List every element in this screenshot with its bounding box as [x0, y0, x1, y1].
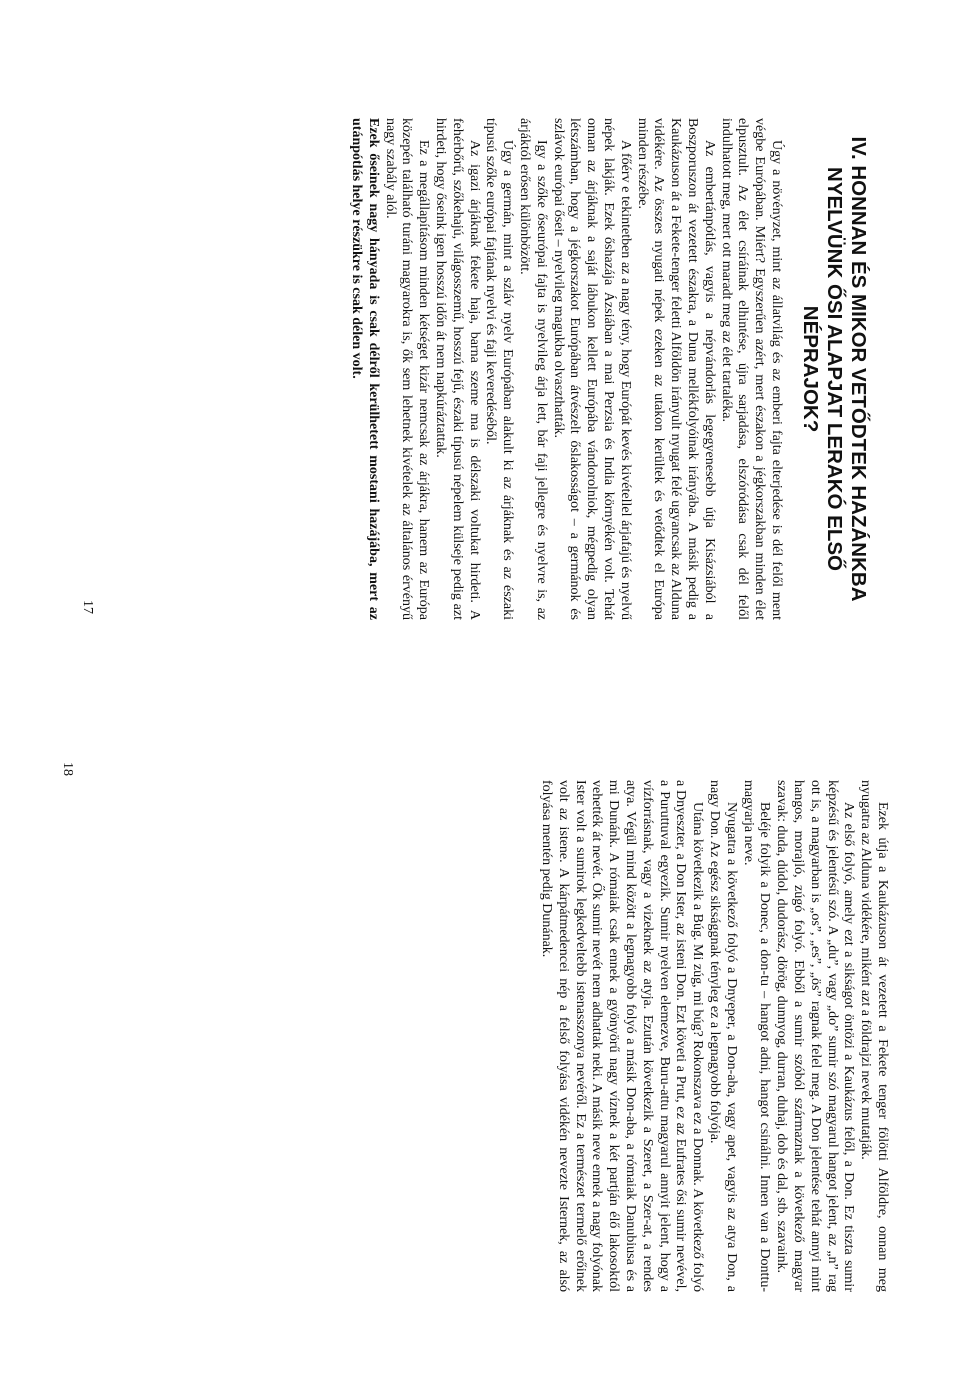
page-number: 18: [60, 762, 75, 776]
paragraph: Beléje folyik a Donec, a don-tu – hangot adni, hangot csinálni. Innen van a Donttu-magyarja neve.: [740, 780, 773, 1292]
bold-conclusion-paragraph: Ezek őseinek nagy hányada is csak délről kerülhetett mostani hazájába, mert az utánpótlás helye részükre is csak délen volt.: [349, 118, 381, 620]
paragraph: Utána következik a Búg. Mi zúg, mi búg? Rokonszava ez a Donnak. A következő folyó a Dnyeszter, a Don Ister, az isteni Don. Ezt követi a Prut, ez az Eufrates ősi sumir nevével, a Puruttuval egyezik. Sumir nyelven elemezve, Buru-attu magyarul annyit jelent, hogy a vízforrásnak, vagy a vizeknek az atyja. Ezután következik a Szeret, a Szer-at, a rendes atya. Végül mind között a legnagyobb folyó a másik Don-aba, a rómaiak Danubiusa és a mi Dunánk. A rómaiak csak ennek a gyönyörű nagy víznek a két partján élő lakosoktól vehették át nevét. Ők sumir nevét nem adhattak neki. A másik neve ennek a nagy folyónak Ister volt a sumirok legkedveltebb istenasszonya nevéről. Ez a természet termelő erőinek volt az istene. A kárpátmedencei nép a felső folyása vidékén nevezte Isternek, az alsó folyása mentén pedig Dunának.: [539, 780, 706, 1292]
right-page: [0, 692, 960, 1384]
paragraph: Úgy a növényzet, mint az állatvilág és az emberi fajta elterjedése is dél felől ment végbe Európában. Miért? Egyszerűen azért, mert északon a jégkorszakban minden élet elpusztult. Az élet csíráinak elhintése, újra sarjadása, elszóródása csak dél felől indulhatott meg, mert ott maradt meg az élet tartaléka.: [718, 118, 784, 620]
paragraph: A főérv e tekintetben az a nagy tény, hogy Európát kevés kivétellel árjafajú és nyelvű népek lakják. Ezek őshazája Ázsiában a mai Perzsia és India környékén volt. Tehát onnan az árjáknak a saját lábukon kellett Európába vándorolniok, mégpedig olyan létszámban, hogy a jégkorszakot Európában átvészelt őslakosságot – a germánok és szlávok európai őseit – nyelvileg magukba olvaszthatták.: [550, 118, 633, 620]
paragraph: Úgy a germán, mint a szláv nyelv Európában alakult ki az árjáknak és az északi típusú szőke európai fajtának nyelvi és faji keveredéséből.: [483, 118, 516, 620]
paragraph: Az embertánpótlás, vagyis a népvándorlás legegyenesebb útja Kisázsiából a Boszporuszon át vezetett északra, a Duna mellékfolyóinak irányába. A másik pedig a Kaukázuson át a Fekete-tenger feletti Alföldön irányult nyugat felé ugyancsak az Alduna vidékére. Az összes nyugati népek ezeken az utakon kerültek és vetődtek el Európa minden részébe.: [634, 118, 717, 620]
chapter-title: IV. HONNAN ÉS MIKOR VETŐDTEK HAZÁNKBA NYELVÜNK ŐSI ALAPJAT LERAKÓ ELSŐ NÉPRAJOK?: [799, 136, 870, 602]
right-page-text-column: [537, 780, 890, 1292]
paragraph: Az első folyó, amely ezt a sikságot öntözi a Kaukázus felől, a Don. Ez tiszta sumir képzésű és jelentésű szó. A „du”, vagy „do” sumir szó magyarul hangot jelent, az „n” rag ott is, a magyarban is „os”, „es”, „ös” ragnak felel meg. A Don jelentése tehát annyi mint hangos, morajló, zúgó folyó. Ebből a sumir szóból származnak a következő magyar szavak: duda, dúdol, dudorász, dörög, dunnyog, durran, duhaj, dob és dal, stb. szavaink.: [774, 780, 857, 1292]
paragraph: Ezek útja a Kaukázuson át vezetett a Fekete tenger fölötti Alföldre, onnan meg nyugatra az Alduna vidékére, miként azt a földrajzi nevek mutatják.: [858, 780, 890, 1292]
paragraph: Az igazi árjáknak fekete haja, barna szeme ma is délszaki voltukat hirdeti. A fehérbőrű, szőkehajú, világosszemű, hosszú fejű, északi típusú népelem külseje pedig azt hirdeti, hogy őseink igen hosszú időn át nem napkúráztattak.: [433, 118, 482, 620]
left-page-text-column: [347, 118, 870, 620]
page-number: 17: [80, 600, 95, 614]
paragraph: Igy a szőke őseurópai fajta is nyelvileg árja lett, bár faji jellegre és nyelvre is, az árjáktól erősen különbözött.: [517, 118, 549, 620]
paragraph: Ez a megállapításom minden kétséget kizár nemcsak az árjákra, hanem az Európa közepén található turáni magyarokra is, ők sem lehetnek kivételek az általános érvényű nagy szabály alól.: [382, 118, 432, 620]
paragraph: Nyugatra a következő folyó a Dnyeper, a Don-aba, vagy apet, vagyis az atya Don, a nagy Don. Az egész siksággnak tényleg ez a legnagyobb folyója.: [707, 780, 739, 1292]
